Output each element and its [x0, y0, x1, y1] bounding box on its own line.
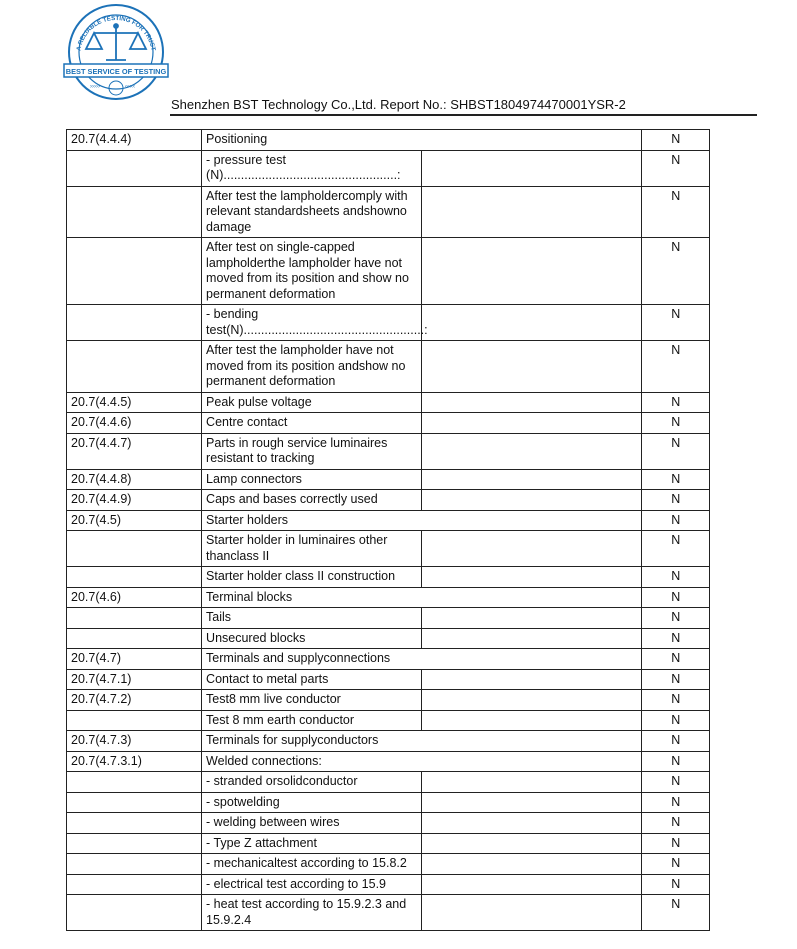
- table-row: [67, 874, 710, 895]
- verdict-cell: N: [642, 567, 710, 588]
- verdict-cell: N: [642, 751, 710, 772]
- verdict-cell: N: [642, 130, 710, 151]
- table-row: [67, 433, 710, 469]
- clause-cell: 20.7(4.4.4): [67, 130, 202, 151]
- requirement-cell: Starter holder class II construction: [202, 567, 422, 588]
- clause-cell: 20.7(4.7): [67, 649, 202, 670]
- table-row: [67, 833, 710, 854]
- table-row: [67, 731, 710, 752]
- verdict-cell: N: [642, 792, 710, 813]
- requirement-cell: Terminals for supplyconductors: [202, 731, 642, 752]
- verdict-cell: N: [642, 731, 710, 752]
- requirement-cell: - Type Z attachment: [202, 833, 422, 854]
- clause-cell: 20.7(4.4.6): [67, 413, 202, 434]
- table-row: [67, 531, 710, 567]
- requirement-cell: Starter holders: [202, 510, 642, 531]
- table-row: [67, 567, 710, 588]
- requirement-cell: - bending test(N)....................................................:: [202, 305, 422, 341]
- clause-cell: [67, 874, 202, 895]
- company-name: Shenzhen BST Technology Co.,Ltd.: [171, 97, 377, 112]
- table-row: [67, 854, 710, 875]
- requirement-cell: After test on single-capped lampholderthe lampholder have not moved from its position and show no permanent deformation: [202, 238, 422, 305]
- result-cell: [422, 150, 642, 186]
- clause-cell: 20.7(4.7.2): [67, 690, 202, 711]
- clause-cell: 20.7(4.4.7): [67, 433, 202, 469]
- result-cell: [422, 608, 642, 629]
- table-row: [67, 413, 710, 434]
- result-cell: [422, 854, 642, 875]
- verdict-cell: N: [642, 895, 710, 931]
- table-row: [67, 238, 710, 305]
- table-row: [67, 690, 710, 711]
- verdict-cell: N: [642, 433, 710, 469]
- clause-cell: [67, 895, 202, 931]
- requirement-cell: Terminals and supplyconnections: [202, 649, 642, 670]
- result-cell: [422, 469, 642, 490]
- clause-cell: [67, 186, 202, 238]
- report-header: [171, 97, 626, 112]
- result-cell: [422, 238, 642, 305]
- requirement-cell: - electrical test according to 15.9: [202, 874, 422, 895]
- clause-cell: [67, 813, 202, 834]
- clause-cell: [67, 567, 202, 588]
- requirement-cell: Positioning: [202, 130, 642, 151]
- table-row: [67, 510, 710, 531]
- scale-icon: [86, 24, 146, 60]
- clause-cell: [67, 238, 202, 305]
- requirement-cell: Lamp connectors: [202, 469, 422, 490]
- table-row: [67, 772, 710, 793]
- verdict-cell: N: [642, 874, 710, 895]
- requirement-cell: Parts in rough service luminaires resistant to tracking: [202, 433, 422, 469]
- svg-text:›››››: ›››››: [90, 84, 100, 90]
- verdict-cell: N: [642, 510, 710, 531]
- table-row: [67, 751, 710, 772]
- svg-text:‹‹‹‹‹: ‹‹‹‹‹: [125, 84, 135, 90]
- clause-cell: [67, 710, 202, 731]
- verdict-cell: N: [642, 628, 710, 649]
- verdict-cell: N: [642, 587, 710, 608]
- verdict-cell: N: [642, 833, 710, 854]
- table-row: [67, 305, 710, 341]
- result-cell: [422, 895, 642, 931]
- clause-cell: [67, 833, 202, 854]
- verdict-cell: N: [642, 305, 710, 341]
- table-row: [67, 669, 710, 690]
- verdict-cell: N: [642, 490, 710, 511]
- result-cell: [422, 413, 642, 434]
- requirement-cell: Peak pulse voltage: [202, 392, 422, 413]
- header-divider: [170, 114, 757, 116]
- clause-cell: 20.7(4.7.3.1): [67, 751, 202, 772]
- clause-cell: [67, 772, 202, 793]
- logo-ring-text: A RELIABLE TESTING FOR TRUST: [75, 14, 157, 52]
- clause-cell: 20.7(4.7.1): [67, 669, 202, 690]
- clause-cell: 20.7(4.4.9): [67, 490, 202, 511]
- result-cell: [422, 186, 642, 238]
- verdict-cell: N: [642, 186, 710, 238]
- requirement-cell: After test the lampholdercomply with relevant standardsheets andshowno damage: [202, 186, 422, 238]
- result-cell: [422, 710, 642, 731]
- table-row: [67, 608, 710, 629]
- result-cell: [422, 874, 642, 895]
- clause-cell: [67, 792, 202, 813]
- result-cell: [422, 772, 642, 793]
- verdict-cell: N: [642, 413, 710, 434]
- table-row: [67, 186, 710, 238]
- clause-cell: 20.7(4.6): [67, 587, 202, 608]
- verdict-cell: N: [642, 710, 710, 731]
- bst-logo: [62, 2, 170, 110]
- requirement-cell: Caps and bases correctly used: [202, 490, 422, 511]
- requirement-cell: Test8 mm live conductor: [202, 690, 422, 711]
- requirement-cell: Centre contact: [202, 413, 422, 434]
- table-row: [67, 341, 710, 393]
- table-row: [67, 710, 710, 731]
- verdict-cell: N: [642, 238, 710, 305]
- verdict-cell: N: [642, 392, 710, 413]
- clause-cell: [67, 305, 202, 341]
- table-row: [67, 587, 710, 608]
- report-number: SHBST1804974470001YSR-2: [450, 97, 626, 112]
- table-row: [67, 130, 710, 151]
- table-row: [67, 649, 710, 670]
- requirement-cell: Tails: [202, 608, 422, 629]
- verdict-cell: N: [642, 469, 710, 490]
- clause-cell: 20.7(4.4.5): [67, 392, 202, 413]
- result-cell: [422, 792, 642, 813]
- verdict-cell: N: [642, 341, 710, 393]
- clause-cell: [67, 854, 202, 875]
- verdict-cell: N: [642, 854, 710, 875]
- requirement-cell: - pressure test (N)..................................................:: [202, 150, 422, 186]
- verdict-cell: N: [642, 690, 710, 711]
- verdict-cell: N: [642, 608, 710, 629]
- requirement-cell: - mechanicaltest according to 15.8.2: [202, 854, 422, 875]
- result-cell: [422, 813, 642, 834]
- verdict-cell: N: [642, 772, 710, 793]
- verdict-cell: N: [642, 531, 710, 567]
- table-row: [67, 392, 710, 413]
- table-row: [67, 490, 710, 511]
- requirement-cell: Welded connections:: [202, 751, 642, 772]
- result-cell: [422, 669, 642, 690]
- requirement-cell: - spotwelding: [202, 792, 422, 813]
- requirement-cell: Test 8 mm earth conductor: [202, 710, 422, 731]
- clause-cell: 20.7(4.5): [67, 510, 202, 531]
- verdict-cell: N: [642, 649, 710, 670]
- clause-cell: [67, 628, 202, 649]
- table-row: [67, 469, 710, 490]
- report-label: Report No.:: [380, 97, 447, 112]
- result-cell: [422, 690, 642, 711]
- result-cell: [422, 341, 642, 393]
- result-cell: [422, 490, 642, 511]
- clause-cell: [67, 341, 202, 393]
- table-row: [67, 813, 710, 834]
- table-row: [67, 792, 710, 813]
- requirement-cell: Contact to metal parts: [202, 669, 422, 690]
- requirement-cell: Starter holder in luminaires other thanclass II: [202, 531, 422, 567]
- verdict-cell: N: [642, 813, 710, 834]
- requirement-cell: After test the lampholder have not moved from its position andshow no permanent deformation: [202, 341, 422, 393]
- requirement-cell: Unsecured blocks: [202, 628, 422, 649]
- clause-cell: 20.7(4.4.8): [67, 469, 202, 490]
- requirement-cell: - heat test according to 15.9.2.3 and 15.9.2.4: [202, 895, 422, 931]
- logo-banner-text: BEST SERVICE OF TESTING: [65, 67, 167, 76]
- result-cell: [422, 567, 642, 588]
- table-row: [67, 628, 710, 649]
- result-cell: [422, 433, 642, 469]
- clause-cell: 20.7(4.7.3): [67, 731, 202, 752]
- table-row: [67, 150, 710, 186]
- test-results-table: [66, 129, 710, 931]
- requirement-cell: - welding between wires: [202, 813, 422, 834]
- result-cell: [422, 628, 642, 649]
- requirement-cell: Terminal blocks: [202, 587, 642, 608]
- result-cell: [422, 833, 642, 854]
- requirement-cell: - stranded orsolidconductor: [202, 772, 422, 793]
- clause-cell: [67, 150, 202, 186]
- table-row: [67, 895, 710, 931]
- verdict-cell: N: [642, 150, 710, 186]
- result-cell: [422, 531, 642, 567]
- result-cell: [422, 305, 642, 341]
- result-cell: [422, 392, 642, 413]
- clause-cell: [67, 608, 202, 629]
- clause-cell: [67, 531, 202, 567]
- verdict-cell: N: [642, 669, 710, 690]
